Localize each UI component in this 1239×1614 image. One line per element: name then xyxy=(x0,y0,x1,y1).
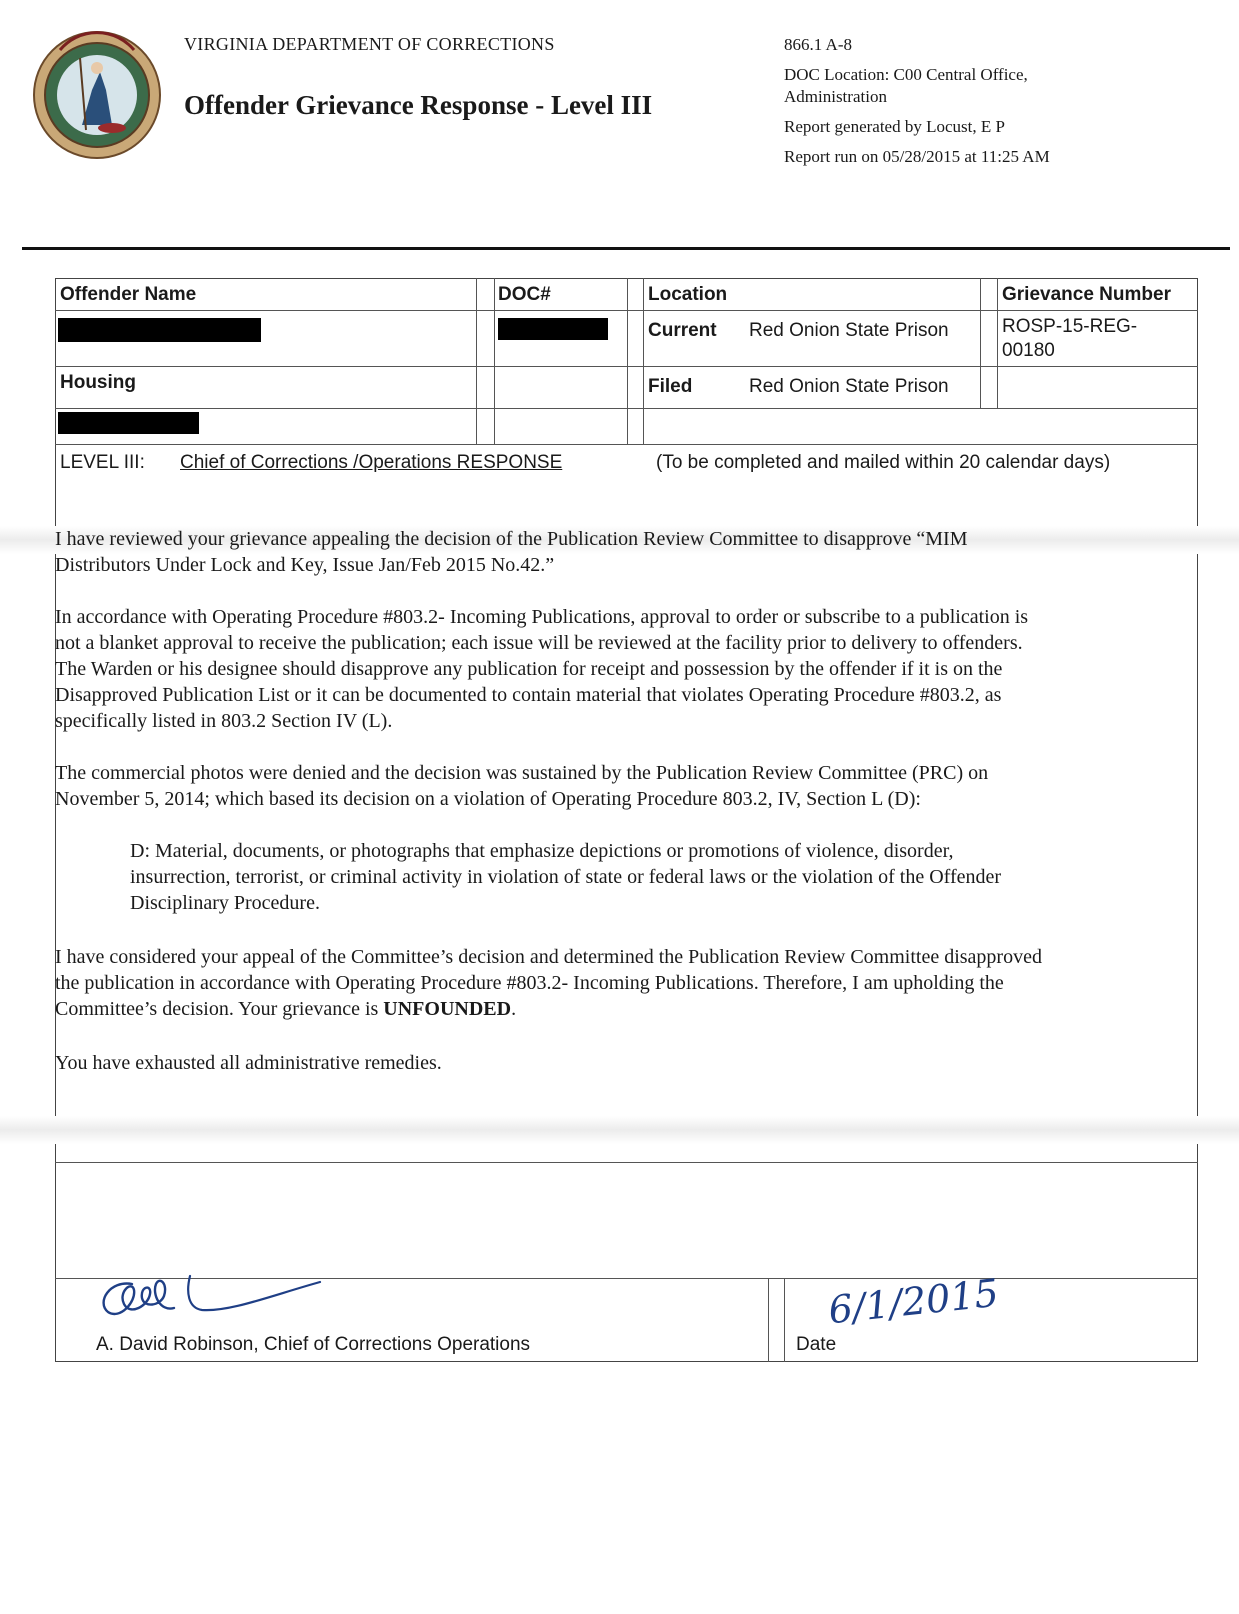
decision-result: UNFOUNDED xyxy=(383,998,512,1020)
quoted-rule-line: D: Material, documents, or photographs that emphasize depictions or promotions of violence, disorder, xyxy=(130,840,954,862)
paragraph-line: The Warden or his designee should disapprove any publication for receipt and possession by the offender if it is on the xyxy=(55,658,1003,680)
paragraph-line: I have reviewed your grievance appealing the decision of the Publication Review Committee to disapprove “MIM xyxy=(55,528,968,550)
date-label: Date xyxy=(796,1334,837,1355)
divider xyxy=(55,444,1198,445)
decision-period: . xyxy=(511,998,517,1020)
grievance-number-continued: 00180 xyxy=(1002,340,1055,361)
agency-name: VIRGINIA DEPARTMENT OF CORRECTIONS xyxy=(184,34,555,54)
paragraph-line: November 5, 2014; which based its decision on a violation of Operating Procedure 803.2, IV, Section L (D): xyxy=(55,788,921,810)
housing-label: Housing xyxy=(60,372,136,393)
paragraph-line: the publication in accordance with Operating Procedure #803.2- Incoming Publications. Therefore, I am upholding the xyxy=(55,972,1004,994)
remedies-statement: You have exhausted all administrative remedies. xyxy=(55,1052,442,1074)
divider xyxy=(997,278,998,408)
offender-name-label: Offender Name xyxy=(60,284,197,305)
grievance-number-label: Grievance Number xyxy=(1002,284,1171,305)
divider xyxy=(55,1162,1198,1163)
doc-location: DOC Location: C00 Central Office, xyxy=(784,65,1028,84)
signature-image xyxy=(90,1262,330,1324)
divider xyxy=(627,278,628,444)
paragraph-line: In accordance with Operating Procedure #803.2- Incoming Publications, approval to order or subscribe to a publication is xyxy=(55,606,1029,628)
divider xyxy=(494,278,495,444)
filed-location: Red Onion State Prison xyxy=(749,376,949,397)
level-label: LEVEL III: xyxy=(60,452,145,473)
paragraph-line: Distributors Under Lock and Key, Issue Jan/Feb 2015 No.42.” xyxy=(55,554,555,576)
current-label: Current xyxy=(648,320,717,341)
page-title: Offender Grievance Response - Level III xyxy=(184,90,653,120)
redacted-offender-name xyxy=(58,318,261,342)
location-label: Location xyxy=(648,284,728,305)
current-location: Red Onion State Prison xyxy=(749,320,949,341)
report-generated-by: Report generated by Locust, E P xyxy=(784,117,1005,136)
report-run-on: Report run on 05/28/2015 at 11:25 AM xyxy=(784,147,1050,166)
paragraph-line xyxy=(55,996,1190,1022)
doc-number-label: DOC# xyxy=(498,284,551,305)
divider xyxy=(643,278,644,444)
level-title: Chief of Corrections /Operations RESPONSE xyxy=(180,452,563,473)
divider xyxy=(980,278,981,408)
redacted-doc-number xyxy=(498,318,608,340)
quoted-rule-line: insurrection, terrorist, or criminal activity in violation of state or federal laws or the violation of the Offender xyxy=(130,866,1002,888)
handwritten-date xyxy=(820,1262,1001,1340)
decision-text: Committee’s decision. Your grievance is xyxy=(55,998,384,1020)
paragraph-line: I have considered your appeal of the Committee’s decision and determined the Publication Review Committee disapproved xyxy=(55,946,1042,968)
filed-label: Filed xyxy=(648,376,693,397)
divider xyxy=(476,278,477,444)
signer-name: A. David Robinson, Chief of Corrections Operations xyxy=(96,1334,531,1355)
divider xyxy=(768,1278,769,1362)
form-number: 866.1 A-8 xyxy=(784,35,852,54)
divider xyxy=(784,1278,785,1362)
header-divider xyxy=(22,247,1230,250)
paragraph-line: not a blanket approval to receive the publication; each issue will be reviewed at the facility prior to delivery to offenders. xyxy=(55,632,1023,654)
grievance-number: ROSP-15-REG- xyxy=(1002,316,1138,337)
paper-fold xyxy=(0,1116,1239,1144)
paragraph-line: Disapproved Publication List or it can be documented to contain material that violates Operating Procedure #803.2, as xyxy=(55,684,1002,706)
paragraph-line: specifically listed in 803.2 Section IV (L). xyxy=(55,710,393,732)
doc-location-continued: Administration xyxy=(784,87,887,106)
redacted-housing xyxy=(58,412,199,434)
paragraph-line: The commercial photos were denied and the decision was sustained by the Publication Review Committee (PRC) on xyxy=(55,762,989,784)
quoted-rule-line: Disciplinary Procedure. xyxy=(130,892,320,914)
virginia-seal-icon xyxy=(30,30,165,160)
level-instructions: (To be completed and mailed within 20 calendar days) xyxy=(656,452,1111,473)
handwritten-date-text: 6/1/2015 xyxy=(826,1270,1001,1333)
